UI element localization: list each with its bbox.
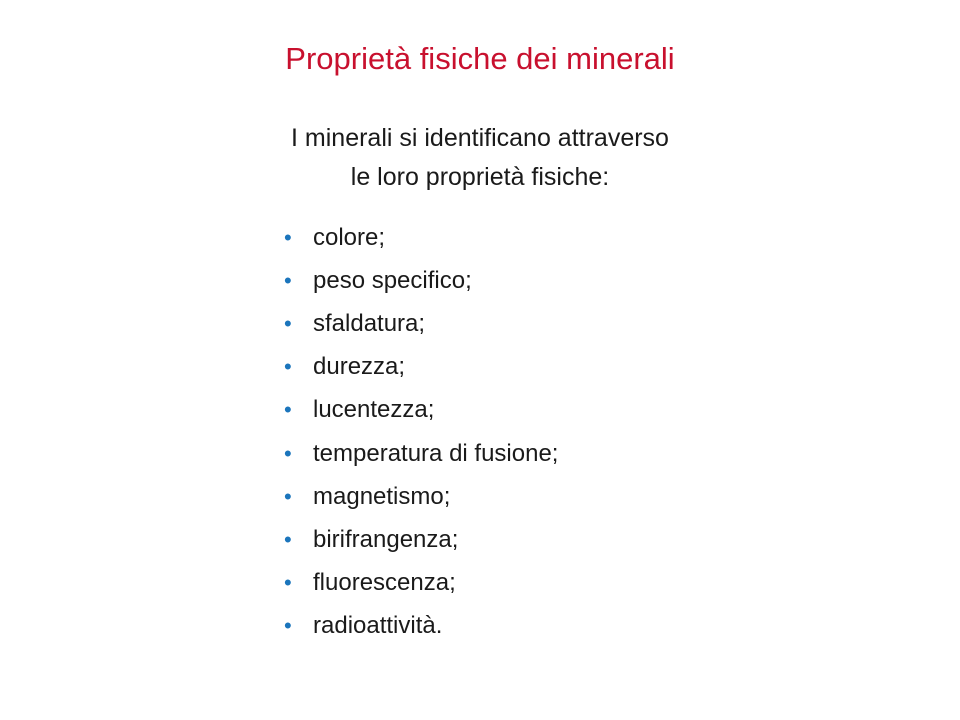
list-item-label: birifrangenza; [313,525,459,553]
list-item [284,259,558,302]
list-item [284,389,558,432]
list-item [284,562,558,605]
list-item [284,475,558,518]
bullet-icon: • [284,397,292,423]
bullet-icon: • [284,224,292,250]
list-item [284,302,558,345]
slide-title: Proprietà fisiche dei minerali [285,41,675,76]
intro-text [0,119,960,197]
bullet-icon: • [284,483,292,509]
bullet-icon: • [284,613,292,639]
list-item [284,518,558,561]
bullet-icon: • [284,354,292,380]
list-item-label: durezza; [313,353,406,381]
list-item-label: temperatura di fusione; [313,439,559,467]
list-item-label: fluorescenza; [313,569,456,597]
list-item [284,432,558,475]
intro-line-1: I minerali si identificano attraverso [291,124,669,152]
list-item [284,216,558,259]
bullet-icon: • [284,440,292,466]
bullet-icon: • [284,526,292,552]
list-item [284,605,558,648]
bullet-icon: • [284,570,292,596]
property-list [284,216,558,648]
list-item [284,346,558,389]
list-item-label: radioattività. [313,612,443,640]
list-item-label: colore; [313,223,386,251]
intro-line-2: le loro proprietà fisiche: [350,163,610,191]
list-item-label: lucentezza; [313,396,435,424]
list-item-label: magnetismo; [313,482,451,510]
list-item-label: peso specifico; [313,266,472,294]
bullet-icon: • [284,310,292,336]
bullet-icon: • [284,267,292,293]
list-item-label: sfaldatura; [313,309,426,337]
